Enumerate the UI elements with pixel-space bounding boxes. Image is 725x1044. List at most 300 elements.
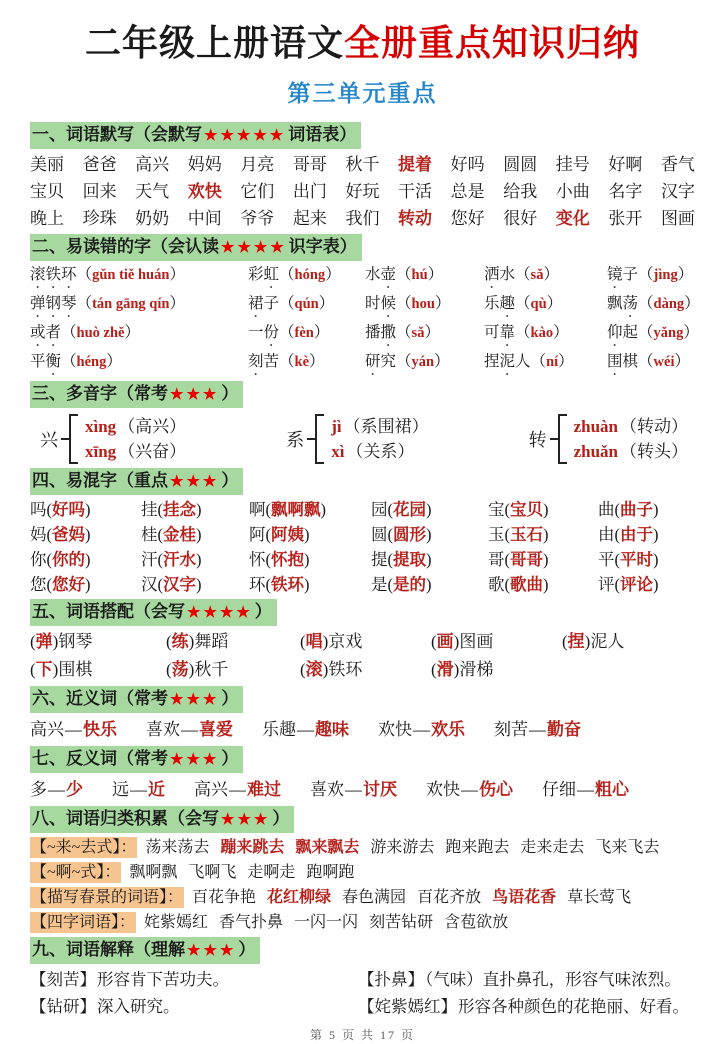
word-b: 难过: [247, 780, 281, 799]
pinyin: hou: [411, 296, 435, 312]
hanzi-char: 播: [365, 324, 381, 341]
hanzi-char: 起: [622, 324, 639, 341]
word-item: 干活: [398, 182, 433, 201]
paren: （: [76, 295, 93, 312]
verb-char: 唱: [305, 632, 323, 651]
confusable-item: [30, 572, 141, 597]
word-item: 飞来飞去: [595, 839, 660, 856]
word-item: 您好: [450, 209, 485, 228]
reading-line: [85, 439, 186, 464]
heading-text: 八、词语归类积累（会写: [32, 809, 219, 828]
word-a: 欢快: [426, 780, 460, 799]
word-item: 走啊走: [247, 864, 296, 881]
word-pair: [146, 715, 233, 744]
example-word: 爸妈: [52, 525, 85, 544]
hanzi-char: 飘: [607, 295, 623, 312]
heading-text: ）: [238, 940, 256, 959]
paren: (: [157, 550, 163, 569]
hanzi-char: 苦: [263, 353, 280, 370]
pinyin: hóng: [294, 267, 326, 283]
paren: ）: [434, 295, 451, 312]
paren: ）: [684, 295, 700, 312]
bracket-shape: [558, 414, 567, 464]
paren: (: [46, 500, 52, 519]
paren: ): [196, 500, 202, 519]
verb-char: 画: [436, 632, 454, 651]
example-word: 好吗: [52, 500, 85, 519]
word-item: 飘啊飘: [129, 864, 178, 881]
paren: ）: [434, 353, 450, 370]
section-heading: [30, 599, 277, 626]
noun-word: 滑梯: [459, 660, 494, 679]
definition-entry: [358, 966, 695, 993]
pair-dash: —: [577, 780, 594, 799]
pinyin: tán gāng qín: [92, 296, 170, 312]
paren: ）: [677, 266, 694, 283]
paren: ): [85, 575, 91, 594]
paren: (: [300, 660, 306, 679]
hanzi-char: 趣: [499, 295, 516, 312]
base-char: 平: [598, 550, 615, 569]
pinyin-item: [484, 321, 607, 350]
definition-entry: [30, 966, 358, 993]
paren: ): [188, 632, 195, 651]
base-char: 桂: [141, 525, 158, 544]
hanzi-char: 平: [30, 353, 46, 370]
confusable-item: [249, 572, 371, 597]
word-item: 名字: [608, 182, 643, 201]
pinyin: zhuàn: [573, 417, 618, 436]
pinyin: fèn: [294, 325, 314, 341]
hanzi-char: 一: [248, 324, 264, 341]
page-title: [30, 20, 695, 66]
paren: （: [638, 324, 654, 341]
example-word: （转头）: [620, 442, 688, 461]
heading-text: 三、多音字（常考: [32, 384, 168, 403]
paren: (: [504, 500, 510, 519]
paren: ）: [553, 324, 569, 341]
section-heading: [30, 806, 294, 833]
word-item: 给我: [503, 182, 538, 201]
heading-text: 识字表）: [288, 237, 357, 256]
word-pair: [310, 775, 397, 804]
paren: （: [279, 324, 295, 341]
paren: ): [196, 550, 202, 569]
category-row: [30, 835, 695, 860]
word-pair: [494, 715, 581, 744]
definition-text: 形容肯下苦功夫。: [97, 970, 229, 989]
paren: ): [320, 500, 326, 519]
paren: ）: [124, 324, 141, 341]
example-word: 怀抱: [271, 550, 304, 569]
polyphone-group: [529, 414, 688, 464]
word-item: 美丽: [30, 155, 64, 174]
paren: ): [52, 632, 59, 651]
pinyin: yǎng: [653, 325, 684, 341]
word-b: 粗心: [595, 780, 629, 799]
paren: （: [61, 324, 77, 341]
paren: ): [85, 500, 91, 519]
paren: ）: [325, 266, 341, 283]
paren: （: [279, 295, 295, 312]
word-b: 趣味: [315, 720, 349, 739]
heading-text: 七、反义词（常考: [32, 749, 168, 768]
noun-word: 泥人: [590, 632, 625, 651]
pinyin: ní: [546, 354, 559, 370]
word-item: 好吗: [450, 155, 485, 174]
paren: (: [157, 525, 163, 544]
confusable-item: [249, 547, 371, 572]
word-item: 汉字: [660, 182, 695, 201]
word-a: 高兴: [30, 720, 64, 739]
collocation-item: [562, 628, 695, 656]
pinyin-item: [365, 263, 484, 292]
paren: ): [653, 550, 659, 569]
word-b: 少: [66, 780, 83, 799]
base-char: 提: [371, 550, 388, 569]
word-item: 珍珠: [82, 209, 117, 228]
pinyin-item: [607, 350, 700, 379]
word-b: 讨厌: [363, 780, 397, 799]
definition-entry: [30, 993, 358, 1020]
word-item: 欢快: [187, 182, 222, 201]
paren: ): [85, 525, 91, 544]
pinyin-item: [365, 350, 484, 379]
word-item: 它们: [240, 182, 275, 201]
word-item: 含苞欲放: [444, 914, 509, 931]
heading-text: ）: [254, 602, 272, 621]
word-item: 爷爷: [240, 209, 275, 228]
word-item: 蹦来跳去: [220, 839, 285, 856]
collocation-item: [166, 656, 300, 684]
section-polyphones: [30, 379, 695, 466]
word-item: 好啊: [608, 155, 643, 174]
paren: (: [46, 525, 52, 544]
hanzi-char: 撒: [380, 324, 397, 341]
hanzi-char: 靠: [499, 324, 516, 341]
worksheet-content: [30, 120, 700, 1020]
section-heading: [30, 746, 243, 773]
example-word: 是的: [393, 575, 426, 594]
confusable-grid: [30, 497, 695, 597]
paren: ): [304, 525, 310, 544]
section-antonyms: [30, 744, 695, 804]
collocation-item: [300, 656, 431, 684]
paren: （: [638, 266, 654, 283]
example-word: 花园: [393, 500, 426, 519]
verb-char: 滚: [305, 660, 323, 679]
word-item: 提着: [398, 155, 433, 174]
section-confusable-chars: [30, 466, 695, 597]
example-word: 挂念: [163, 500, 196, 519]
confusable-item: [488, 572, 598, 597]
word-item: 跑来跑去: [445, 839, 510, 856]
base-char: 园: [371, 500, 388, 519]
word-item: 香气: [660, 155, 695, 174]
word-b: 勤奋: [547, 720, 581, 739]
paren: (: [504, 575, 510, 594]
pair-row: [30, 715, 695, 744]
definition-entry: [358, 993, 695, 1020]
confusable-item: [249, 522, 371, 547]
base-char: 吗: [30, 500, 47, 519]
pinyin: xīng: [85, 442, 117, 461]
word-item: 总是: [450, 182, 485, 201]
word-b: 欢乐: [431, 720, 465, 739]
word-a: 高兴: [194, 780, 228, 799]
word-a: 仔细: [542, 780, 576, 799]
verb-char: 弹: [35, 632, 53, 651]
paren: ): [653, 525, 659, 544]
hanzi-char: 捏: [484, 353, 500, 370]
example-word: 由于: [620, 525, 653, 544]
word-item: 挂号: [555, 155, 590, 174]
example-word: （高兴）: [118, 417, 187, 436]
word-a: 多: [30, 780, 47, 799]
word-item: 回来: [82, 182, 117, 201]
paren: ): [196, 525, 202, 544]
pair-dash: —: [529, 720, 546, 739]
paren: ）: [543, 266, 559, 283]
hanzi-char: 虹: [263, 266, 280, 283]
paren: (: [265, 550, 271, 569]
paren: ): [543, 550, 549, 569]
paren: ）: [674, 353, 690, 370]
heading-text: 九、词语解释（理解: [32, 940, 185, 959]
confusable-item: [488, 547, 598, 572]
paren: ）: [309, 353, 325, 370]
word-pair: [30, 715, 117, 744]
word-item: 奶奶: [135, 209, 170, 228]
hanzi-char: 铁: [45, 266, 62, 283]
word-item: 妈妈: [187, 155, 222, 174]
paren: (: [265, 575, 271, 594]
base-char: 汗: [141, 550, 158, 569]
hanzi-char: 滚: [30, 266, 46, 283]
hanzi-char: 研: [365, 353, 381, 370]
paren: ): [426, 500, 432, 519]
hanzi-char: 候: [380, 295, 397, 312]
polyphone-group: [286, 414, 428, 464]
base-char: 挂: [141, 500, 158, 519]
word-item: 好玩: [345, 182, 380, 201]
paren: （: [530, 353, 547, 370]
paren: ): [322, 660, 329, 679]
base-char: 汉: [141, 575, 158, 594]
page-footer: 第 5 页 共 17 页: [309, 1028, 415, 1042]
paren: (: [431, 660, 437, 679]
connector-line: [550, 438, 558, 440]
pinyin: héng: [76, 354, 107, 370]
reading-line: [574, 414, 688, 439]
paren: ）: [318, 295, 335, 312]
star-rating: ★★★: [170, 692, 220, 708]
paren: (: [265, 500, 271, 519]
word-a: 喜欢: [310, 780, 344, 799]
heading-text: ）: [221, 384, 239, 403]
word-a: 远: [112, 780, 129, 799]
word-item: 荡来荡去: [145, 839, 210, 856]
pinyin-item: [484, 263, 607, 292]
word-a: 刻苦: [494, 720, 528, 739]
hanzi-char: 水: [365, 266, 381, 283]
heading-text: ）: [221, 689, 239, 708]
hanzi-char: 仰: [607, 324, 623, 341]
pinyin: kào: [530, 325, 554, 341]
pinyin: dàng: [653, 296, 685, 312]
heading-text: 四、易混字（重点: [32, 471, 168, 490]
pinyin-item: [484, 292, 607, 321]
example-word: 金桂: [163, 525, 196, 544]
noun-word: 围棋: [58, 660, 93, 679]
heading-text: 六、近义词（常考: [32, 689, 168, 708]
page-subtitle: 第三单元重点: [287, 81, 438, 106]
hanzi-char: 镜: [607, 266, 623, 283]
heading-text: 五、词语搭配（会写: [32, 602, 185, 621]
star-rating: ★★★: [170, 474, 220, 490]
verb-char: 滑: [436, 660, 454, 679]
base-char: 你: [30, 550, 47, 569]
paren: （: [61, 353, 77, 370]
word-b: 伤心: [479, 780, 513, 799]
paren: (: [431, 632, 437, 651]
noun-word: 京戏: [328, 632, 363, 651]
category-row: [30, 860, 695, 885]
pinyin-item: [248, 292, 365, 321]
hanzi-char: 子: [622, 266, 639, 283]
worksheet-page: [0, 20, 725, 1044]
paren: ）: [558, 353, 574, 370]
word-item: 起来: [292, 209, 327, 228]
paren: ): [543, 525, 549, 544]
hanzi-char: 荡: [622, 295, 639, 312]
example-word: （兴奋）: [118, 442, 187, 461]
word-a: 喜欢: [146, 720, 180, 739]
paren: ）: [427, 266, 444, 283]
paren: （: [396, 266, 412, 283]
pinyin: zhuǎn: [573, 442, 618, 461]
example-word: 提取: [393, 550, 426, 569]
paren: (: [614, 550, 620, 569]
paren: （: [76, 266, 93, 283]
paren: ): [196, 575, 202, 594]
category-label: 【~来~去式】：: [31, 839, 137, 856]
verb-char: 捏: [567, 632, 585, 651]
confusable-item: [371, 547, 488, 572]
example-word: 你的: [52, 550, 85, 569]
paren: ): [426, 550, 432, 569]
word-item: 刻苦钻研: [369, 914, 434, 931]
paren: ）: [546, 295, 563, 312]
pinyin: xì: [331, 442, 345, 461]
readings-column: [574, 414, 688, 464]
paren: （: [638, 295, 654, 312]
polyphone-char: 转: [528, 430, 547, 450]
pinyin: wéi: [653, 354, 675, 370]
bracket-shape: [315, 414, 324, 464]
example-word: （转动）: [620, 417, 688, 436]
definition-term: 【钻研】: [30, 997, 96, 1016]
paren: （: [396, 324, 412, 341]
base-char: 怀: [249, 550, 266, 569]
pinyin-item: [30, 292, 248, 321]
example-word: 宝贝: [510, 500, 543, 519]
paren: （: [515, 324, 531, 341]
hanzi-char: 钢: [45, 295, 62, 312]
word-row: [30, 205, 695, 232]
pinyin-item: [607, 321, 700, 350]
paren: (: [157, 575, 163, 594]
confusable-item: [141, 497, 249, 522]
example-word: 歌曲: [510, 575, 543, 594]
noun-word: 钢琴: [58, 632, 93, 651]
noun-word: 图画: [459, 632, 494, 651]
base-char: 啊: [249, 500, 266, 519]
pinyin: yán: [411, 354, 435, 370]
paren: ): [453, 632, 460, 651]
reading-line: [331, 439, 428, 464]
hanzi-char: 棋: [622, 353, 639, 370]
word-item: 香气扑鼻: [219, 914, 284, 931]
star-rating: ★★★: [170, 387, 220, 403]
paren: ): [426, 575, 432, 594]
paren: (: [30, 660, 36, 679]
word-item: 天气: [135, 182, 170, 201]
heading-text: ）: [272, 809, 290, 828]
paren: ）: [683, 324, 699, 341]
section-word-explanations: [30, 935, 695, 1020]
confusable-item: [598, 497, 695, 522]
category-label: 【描写春景的词语】：: [31, 889, 184, 906]
verb-char: 练: [171, 632, 189, 651]
definition-text: （气味）直扑鼻孔，形容气味浓烈。: [425, 970, 681, 989]
pair-row: [30, 775, 695, 804]
title-black-part: 二年级上册语文: [84, 23, 344, 63]
polyphone-group: [40, 414, 186, 464]
word-a: 欢快: [378, 720, 412, 739]
section-heading: [30, 381, 243, 408]
section-word-categories: [30, 804, 695, 935]
pair-dash: —: [229, 780, 246, 799]
paren: ): [584, 632, 591, 651]
paren: ）: [313, 324, 330, 341]
example-word: （系围裙）: [343, 417, 429, 436]
noun-word: 铁环: [328, 660, 363, 679]
paren: （: [638, 353, 654, 370]
confusable-item: [371, 572, 488, 597]
pinyin-item: [30, 263, 248, 292]
section-easily-misread: [30, 232, 700, 379]
section-heading: [30, 686, 243, 713]
confusable-item: [30, 497, 141, 522]
word-b: 喜爱: [199, 720, 233, 739]
pinyin: xìng: [85, 417, 117, 436]
collocation-item: [30, 656, 166, 684]
base-char: 阿: [249, 525, 266, 544]
hanzi-char: 裙: [248, 295, 264, 312]
hanzi-char: 泥: [499, 353, 516, 370]
polyphone-char: 兴: [40, 430, 58, 450]
paren: ): [322, 632, 329, 651]
paren: ): [543, 500, 549, 519]
hanzi-char: 刻: [248, 353, 264, 370]
base-char: 环: [249, 575, 266, 594]
paren: ）: [106, 353, 122, 370]
word-item: 姹紫嫣红: [144, 914, 209, 931]
paren: (: [387, 575, 393, 594]
pinyin-item: [365, 292, 484, 321]
heading-text: ）: [221, 749, 239, 768]
